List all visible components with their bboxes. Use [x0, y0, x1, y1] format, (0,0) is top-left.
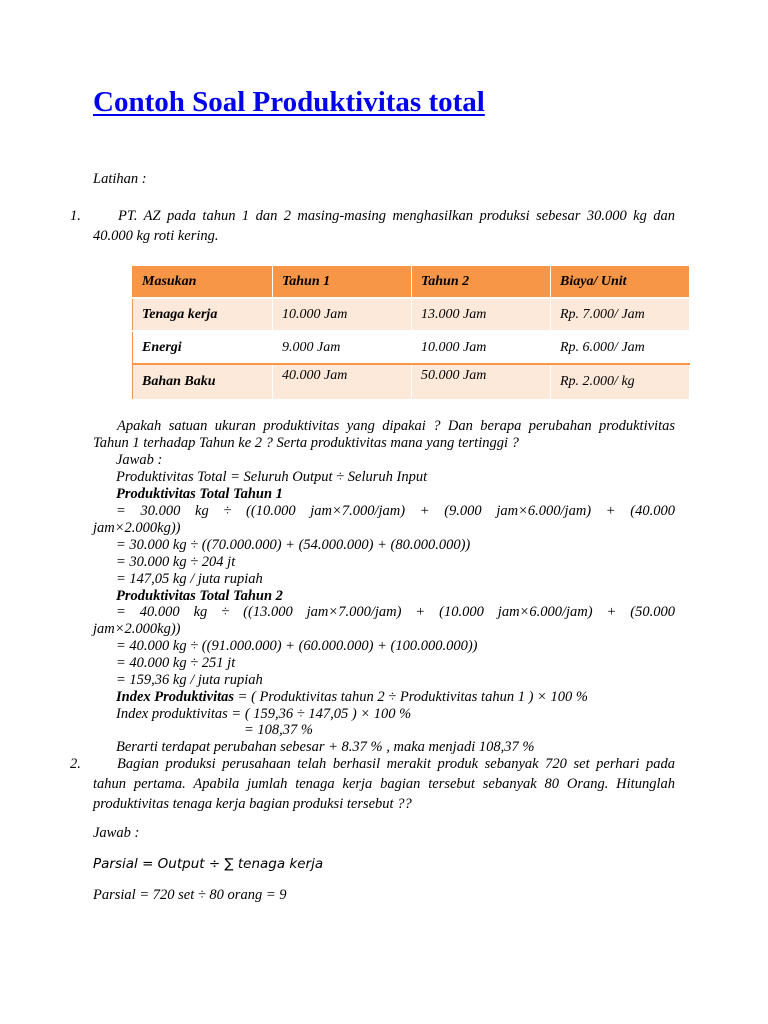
year-1-calc-line-2: jam×2.000kg)) — [93, 520, 181, 536]
table-row — [133, 364, 690, 400]
partial-formula: Parsial = Output ÷ ∑ tenaga kerja — [93, 856, 324, 872]
jawab-label: Jawab : — [116, 452, 163, 468]
table-cell: Bahan Baku — [133, 364, 273, 400]
latihan-label: Latihan : — [93, 171, 147, 187]
table-header-cell: Tahun 1 — [273, 266, 412, 298]
table-row — [133, 298, 690, 331]
year-2-calc-line-1: = 40.000 kg ÷ ((13.000 jam×7.000/jam) + (10.000 jam×6.000/jam) + (50.000 — [116, 604, 675, 620]
partial-result: Parsial = 720 set ÷ 80 orang = 9 — [93, 887, 287, 903]
year-2-result: = 159,36 kg / juta rupiah — [116, 672, 263, 688]
table-cell: 10.000 Jam — [273, 298, 412, 331]
total-productivity-formula: Produktivitas Total = Seluruh Output ÷ Seluruh Input — [116, 469, 428, 485]
year-1-heading: Produktivitas Total Tahun 1 — [116, 486, 283, 502]
year-2-calc-line-3: = 40.000 kg ÷ ((91.000.000) + (60.000.000) + (100.000.000)) — [116, 638, 478, 654]
table-cell: 50.000 Jam — [412, 364, 551, 400]
question-2-line-2: tahun pertama. Apabila jumlah tenaga kerja bagian tersebut sebanyak 80 Orang. Hitunglah — [93, 776, 675, 792]
table-cell: Rp. 7.000/ Jam — [551, 298, 690, 331]
table-header-row — [133, 266, 690, 298]
year-2-heading: Produktivitas Total Tahun 2 — [116, 588, 283, 604]
year-2-calc-line-2: jam×2.000kg)) — [93, 621, 181, 637]
table-cell: 10.000 Jam — [412, 331, 551, 364]
table-cell: Rp. 6.000/ Jam — [551, 331, 690, 364]
table-cell: 40.000 Jam — [273, 364, 412, 400]
index-formula — [116, 689, 588, 706]
table-cell: Tenaga kerja — [133, 298, 273, 331]
question-1-line-1: PT. AZ pada tahun 1 dan 2 masing-masing menghasilkan produksi sebesar 30.000 kg dan — [118, 208, 675, 224]
year-1-calc-line-4: = 30.000 kg ÷ 204 jt — [116, 554, 236, 570]
table-cell: 9.000 Jam — [273, 331, 412, 364]
year-1-result: = 147,05 kg / juta rupiah — [116, 571, 263, 587]
year-1-calc-line-3: = 30.000 kg ÷ ((70.000.000) + (54.000.000) + (80.000.000)) — [116, 537, 471, 553]
index-formula-expression: = ( Produktivitas tahun 2 ÷ Produktivitas tahun 1 ) × 100 % — [234, 689, 588, 705]
index-formula-label: Index Produktivitas — [116, 689, 235, 705]
conclusion: Berarti terdapat perubahan sebesar + 8.37 % , maka menjadi 108,37 % — [116, 739, 535, 755]
year-1-calc-line-1: = 30.000 kg ÷ ((10.000 jam×7.000/jam) + (9.000 jam×6.000/jam) + (40.000 — [116, 503, 675, 519]
jawab-label-2: Jawab : — [93, 825, 140, 841]
solution-question-line-2: Tahun 1 terhadap Tahun ke 2 ? Serta produktivitas mana yang tertinggi ? — [93, 435, 519, 451]
table-header-cell: Biaya/ Unit — [551, 266, 690, 298]
table-header-cell: Masukan — [133, 266, 273, 298]
question-1-number: 1. — [70, 208, 81, 224]
table-cell: Energi — [133, 331, 273, 364]
index-calculation: Index produktivitas = ( 159,36 ÷ 147,05 ) × 100 % — [116, 706, 412, 722]
table-row — [133, 331, 690, 364]
index-result: = 108,37 % — [244, 722, 313, 738]
question-1-line-2: 40.000 kg roti kering. — [93, 228, 219, 244]
solution-question-line-1: Apakah satuan ukuran produktivitas yang dipakai ? Dan berapa perubahan produktivitas — [117, 418, 675, 434]
question-2-line-3: produktivitas tenaga kerja bagian produksi tersebut ?? — [93, 796, 412, 812]
table-cell: Rp. 2.000/ kg — [551, 364, 690, 400]
input-cost-table — [132, 266, 690, 401]
year-2-calc-line-4: = 40.000 kg ÷ 251 jt — [116, 655, 236, 671]
table-cell: 13.000 Jam — [412, 298, 551, 331]
table-header-cell: Tahun 2 — [412, 266, 551, 298]
question-2-number: 2. — [70, 756, 81, 772]
question-2-line-1: Bagian produksi perusahaan telah berhasil merakit produk sebanyak 720 set perhari pada — [117, 756, 675, 772]
page-title[interactable]: Contoh Soal Produktivitas total — [93, 86, 485, 118]
